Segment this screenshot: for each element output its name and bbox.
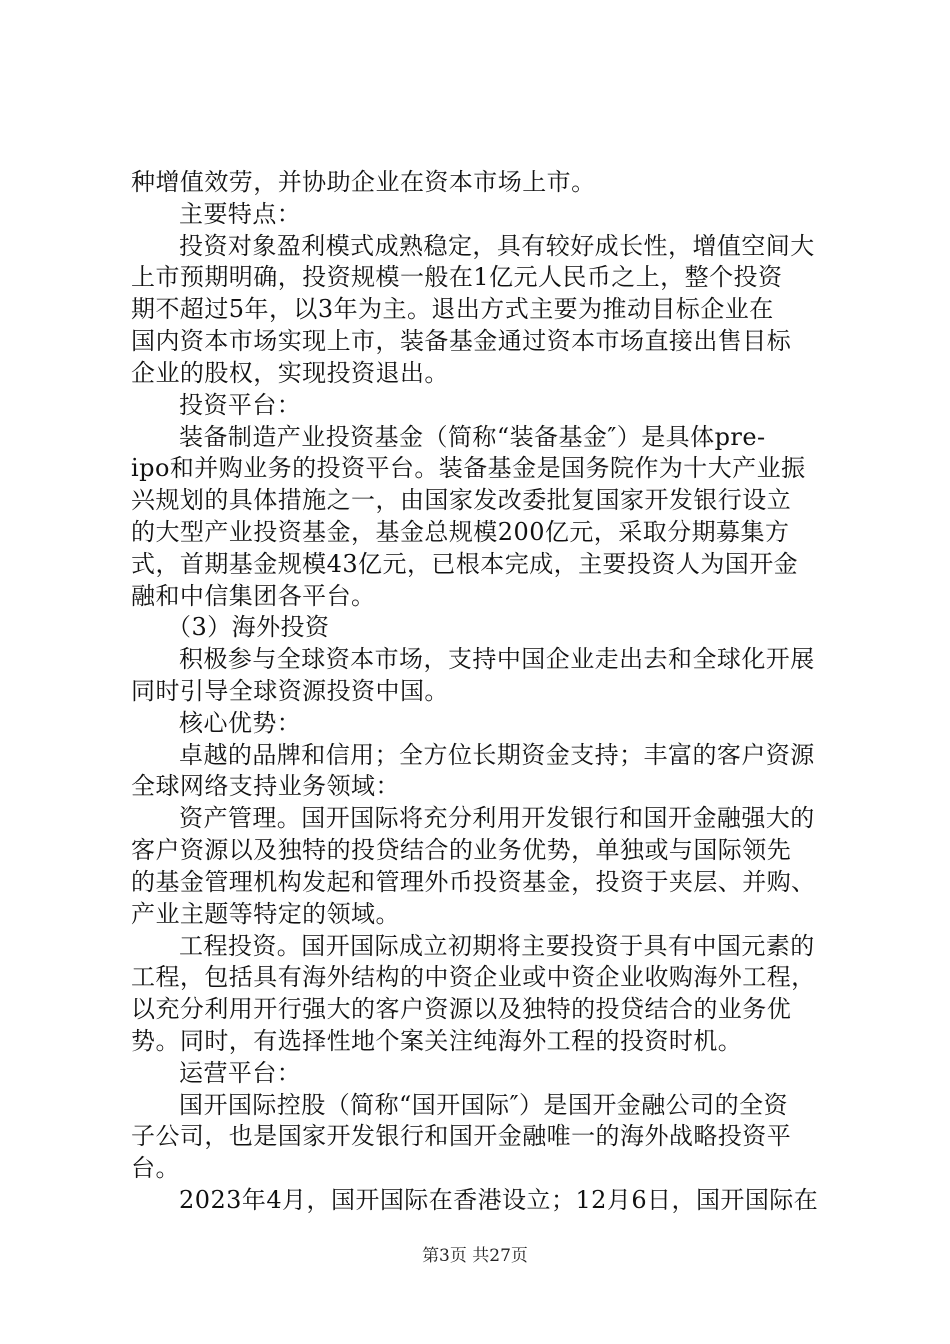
text-line: 的基金管理机构发起和管理外币投资基金，投资于夹层、并购、 xyxy=(131,868,816,896)
text-line: 资产管理。国开国际将充分利用开发银行和国开金融强大的 xyxy=(179,804,815,832)
text-line: 投资对象盈利模式成熟稳定，具有较好成长性，增值空间大 xyxy=(179,232,815,260)
text-line: 产业主题等特定的领域。 xyxy=(131,900,400,928)
text-line: 子公司，也是国家开发银行和国开金融唯一的海外战略投资平 xyxy=(131,1122,792,1150)
text-line: 国内资本市场实现上市，装备基金通过资本市场直接出售目标 xyxy=(131,327,792,355)
text-line: 兴规划的具体措施之一，由国家发改委批复国家开发银行设立 xyxy=(131,486,792,514)
text-line: 卓越的品牌和信用；全方位长期资金支持；丰富的客户资源 xyxy=(179,741,815,769)
text-line: 积极参与全球资本市场，支持中国企业走出去和全球化开展 xyxy=(179,645,815,673)
section-heading: 投资平台： xyxy=(179,391,302,419)
text-line: 势。同时，有选择性地个案关注纯海外工程的投资时机。 xyxy=(131,1027,743,1055)
subsection-heading: （3）海外投资 xyxy=(167,613,330,641)
text-line: 工程，包括具有海外结构的中资企业或中资企业收购海外工程， xyxy=(131,963,816,991)
text-line: 以充分利用开行强大的客户资源以及独特的投贷结合的业务优 xyxy=(131,995,792,1023)
text-line: 全球网络支持业务领域： xyxy=(131,772,400,800)
text-line: 上市预期明确，投资规模一般在1亿元人民币之上，整个投资 xyxy=(131,263,783,291)
text-line: 工程投资。国开国际成立初期将主要投资于具有中国元素的 xyxy=(179,932,815,960)
page-footer: 第3页 共27页 xyxy=(422,1246,528,1266)
text-line: 同时引导全球资源投资中国。 xyxy=(131,677,449,705)
text-line: 国开国际控股（简称“国开国际″）是国开金融公司的全资 xyxy=(179,1091,788,1119)
text-line: 融和中信集团各平台。 xyxy=(131,582,376,610)
text-line: 期不超过5年，以3年为主。退出方式主要为推动目标企业在 xyxy=(131,295,774,323)
text-line: 的大型产业投资基金，基金总规模200亿元，采取分期募集方 xyxy=(131,518,790,546)
text-line: 装备制造产业投资基金（简称“装备基金″）是具体pre- xyxy=(179,423,766,451)
text-line: 式，首期基金规模43亿元，已根本完成，主要投资人为国开金 xyxy=(131,550,799,578)
section-heading: 主要特点： xyxy=(179,200,302,228)
text-line: 企业的股权，实现投资退出。 xyxy=(131,359,449,387)
text-line: ipo和并购业务的投资平台。装备基金是国务院作为十大产业振 xyxy=(131,454,806,482)
section-heading: 运营平台： xyxy=(179,1059,302,1087)
text-line: 种增值效劳，并协助企业在资本市场上市。 xyxy=(131,168,596,196)
text-line: 2023年4月，国开国际在香港设立；12月6日，国开国际在 xyxy=(179,1186,819,1214)
text-line: 台。 xyxy=(131,1154,180,1182)
text-line: 客户资源以及独特的投贷结合的业务优势，单独或与国际领先 xyxy=(131,836,792,864)
section-heading: 核心优势： xyxy=(179,709,302,737)
